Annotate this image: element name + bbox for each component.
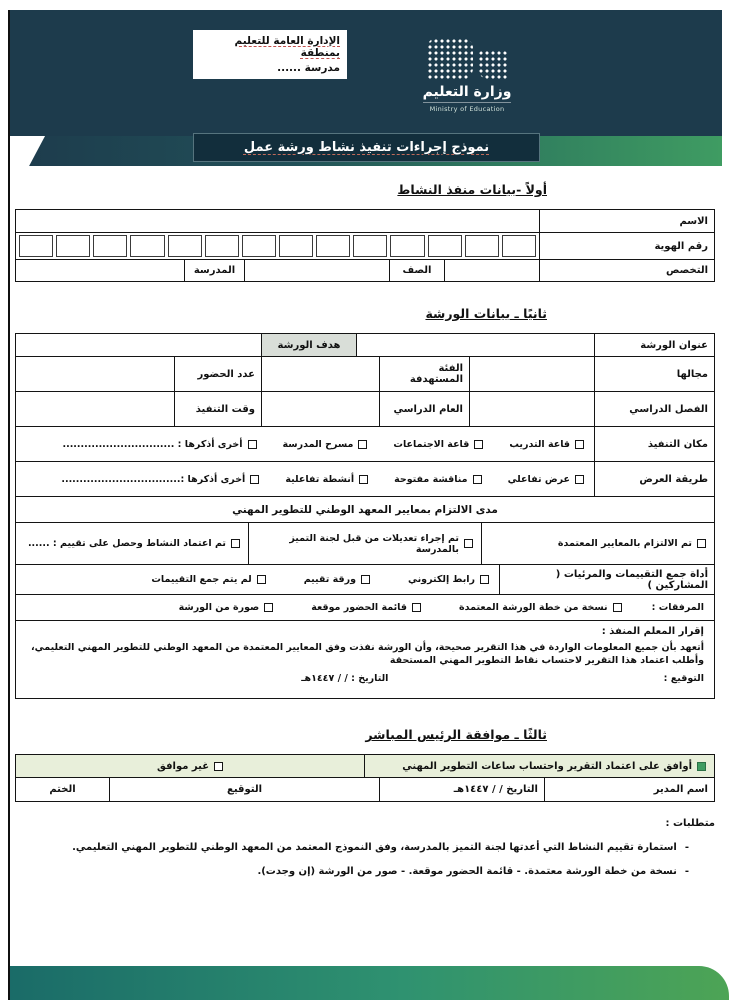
table-row [16, 755, 714, 777]
table-row [16, 259, 714, 281]
compliance-option-adjustments[interactable] [248, 523, 481, 564]
evaluation-options [16, 565, 499, 594]
checkbox-option-label: مسرح المدرسة [282, 438, 354, 450]
ministry-logo-dots-icon [406, 34, 528, 80]
manager-name-label: اسم المدير [544, 778, 714, 801]
attachments-label: المرفقات : [651, 602, 704, 613]
checkbox-icon[interactable] [358, 440, 367, 449]
declaration-text: أتعهد بأن جميع المعلومات الواردة في هذا التقرير صحيحة، وأن الورشة نفذت وفق المعايير المعتمدة من المعهد الوطني للتطوير المهني التعليمي، وأطلب اعتماد هذا التقرير لاحتساب نقاط التطوير المهني المستحقة [31, 641, 704, 667]
checkbox-icon[interactable] [250, 475, 259, 484]
table-row [16, 334, 714, 356]
declaration-cell [16, 621, 714, 698]
id-digit-box[interactable] [316, 235, 350, 257]
checkbox-icon[interactable] [359, 475, 368, 484]
requirements [15, 818, 715, 877]
checkbox-option-label: تم الالتزام بالمعايير المعتمدة [557, 538, 692, 549]
id-digit-box[interactable] [502, 235, 536, 257]
compliance-header: مدى الالتزام بمعايير المعهد الوطني للتطوير المهني [232, 503, 498, 516]
checkbox-option[interactable] [62, 439, 256, 450]
reject-checkbox-icon[interactable] [214, 762, 223, 771]
approval-table [15, 754, 715, 802]
signature-label: التوقيع : [663, 673, 704, 685]
time-label: وقت التنفيذ [174, 392, 261, 426]
footer-band [8, 966, 729, 1000]
ministry-logo-arabic-text: وزارة التعليم [422, 84, 512, 100]
checkbox-option[interactable] [304, 574, 370, 585]
checkbox-option-label: عرض تفاعلي [507, 473, 570, 485]
approval-signature-label: التوقيع [109, 778, 379, 801]
table-row [16, 232, 714, 259]
checkbox-icon[interactable] [575, 440, 584, 449]
id-digit-box[interactable] [56, 235, 90, 257]
declaration-title: إقرار المعلم المنفذ : [601, 626, 704, 637]
stamp-label: الختم [49, 784, 76, 795]
field-label: مجالها [594, 357, 714, 391]
checkbox-option[interactable] [509, 439, 584, 450]
section2-title: ثانيًا ـ بيانات الورشة [425, 306, 547, 321]
checkbox-option-label: غير موافق [156, 760, 210, 772]
checkbox-option[interactable] [61, 474, 259, 485]
checkbox-option-label: قاعة الاجتماعات [393, 438, 470, 450]
checkbox-option[interactable] [408, 574, 489, 585]
grade-label: الصف [389, 260, 444, 281]
checkbox-icon[interactable] [697, 539, 706, 548]
objective-input-cell[interactable] [16, 334, 261, 356]
checkbox-option-label: تم إجراء تعديلات من قبل لجنة التميز بالمدرسة [289, 532, 459, 555]
checkbox-option-label: أخرى أذكرها :................................. [61, 473, 246, 485]
logo-dot-cluster-small [478, 50, 508, 80]
target-group-input-cell[interactable] [261, 357, 379, 391]
checkbox-option[interactable] [394, 474, 481, 485]
semester-label: الفصل الدراسي [594, 392, 714, 426]
table-row [16, 461, 714, 496]
ministry-logo [406, 34, 528, 113]
checkbox-option-label: قاعة التدريب [509, 438, 570, 450]
checkbox-icon[interactable] [473, 475, 482, 484]
field-input-cell[interactable] [469, 357, 594, 391]
id-digit-box[interactable] [279, 235, 313, 257]
id-digit-box[interactable] [428, 235, 462, 257]
checkbox-option-label: أنشطة تفاعلية [285, 473, 355, 485]
checkbox-option-label: صورة من الورشة [178, 602, 260, 613]
school-input-cell[interactable] [16, 260, 184, 281]
band-white-slash [8, 136, 47, 166]
declaration-signature-line [26, 672, 704, 686]
date-label: التاريخ : / / ١٤٤٧هـ [301, 673, 389, 685]
table-row [16, 426, 714, 461]
specialization-input-cell[interactable] [444, 260, 539, 281]
checkbox-option-label: أخرى أذكرها : ............................... [62, 438, 243, 450]
checkbox-icon[interactable] [264, 603, 273, 612]
specialization-label: التخصص [539, 260, 714, 281]
requirement-item: - استمارة تقييم النشاط التي أعدتها لجنة التميز بالمدرسة، وفق النموذج المعتمد من المعهد الوطني للتطوير المهني التعليمي. [15, 842, 689, 853]
checkbox-option[interactable] [311, 602, 421, 613]
checkbox-option-label: مناقشة مفتوحة [394, 473, 468, 485]
form-content [15, 166, 715, 877]
id-digit-boxes [16, 233, 539, 259]
reject-option[interactable] [16, 755, 364, 777]
org-box [193, 30, 347, 79]
semester-input-cell[interactable] [469, 392, 594, 426]
checkbox-option-label: نسخة من خطة الورشة المعتمدة [458, 602, 608, 613]
table-row [16, 564, 714, 594]
checkbox-icon[interactable] [412, 603, 421, 612]
table-row [16, 496, 714, 522]
checkbox-icon[interactable] [474, 440, 483, 449]
requirement-item: - نسخة من خطة الورشة معتمدة. - قائمة الحضور موقعة. - صور من الورشة (إن وجدت). [15, 866, 689, 877]
id-digit-box[interactable] [168, 235, 202, 257]
workshop-title-input-cell[interactable] [356, 334, 594, 356]
page-left-border [8, 10, 10, 1000]
id-digit-box[interactable] [465, 235, 499, 257]
school-label: المدرسة [184, 260, 244, 281]
id-digit-box[interactable] [19, 235, 53, 257]
checkbox-option-label: تم اعتماد النشاط وحصل على تقييم : ...... [27, 538, 226, 549]
table-row [16, 620, 714, 698]
checkbox-icon[interactable] [575, 475, 584, 484]
approve-option[interactable] [364, 755, 714, 777]
section3-title: ثالثًا ـ موافقة الرئيس المباشر [365, 727, 547, 742]
checkbox-option[interactable] [151, 574, 265, 585]
checkbox-option[interactable] [285, 474, 368, 485]
academic-year-input-cell[interactable] [261, 392, 379, 426]
time-input-cell[interactable] [16, 392, 174, 426]
table-row [16, 391, 714, 426]
checkbox-icon[interactable] [248, 440, 257, 449]
requirements-title: متطلبات : [665, 818, 715, 829]
table-row [16, 356, 714, 391]
id-digit-box[interactable] [130, 235, 164, 257]
form-title: نموذج إجراءات تنفيذ نشاط ورشة عمل [243, 140, 490, 155]
name-input-cell[interactable] [16, 210, 539, 232]
workshop-title-label: عنوان الورشة [594, 334, 714, 356]
approval-date-label: التاريخ / / ١٤٤٧هـ [379, 778, 544, 801]
workshop-table [15, 333, 715, 699]
checkbox-option[interactable] [508, 474, 584, 485]
checkbox-icon[interactable] [257, 575, 266, 584]
name-label: الاسم [539, 210, 714, 232]
table-row [16, 594, 714, 620]
attendance-input-cell[interactable] [16, 357, 174, 391]
approve-checkbox-icon[interactable] [697, 762, 706, 771]
logo-dot-cluster-big [427, 38, 473, 80]
school-name: مدرسة ...... [277, 62, 340, 74]
compliance-option-rated[interactable] [16, 523, 248, 564]
table-row [16, 210, 714, 232]
checkbox-option-label: رابط إلكتروني [408, 574, 475, 585]
checkbox-icon[interactable] [464, 539, 473, 548]
section1-title: أولاً -بيانات منفذ النشاط [397, 182, 547, 197]
academic-year-label: العام الدراسي [379, 392, 469, 426]
checkbox-option[interactable] [393, 439, 483, 450]
place-options [16, 427, 594, 461]
header-banner [8, 10, 722, 136]
implementer-table [15, 209, 715, 282]
table-row [16, 777, 714, 801]
compliance-option-approved-standards[interactable] [481, 523, 714, 564]
form-title-box [193, 133, 540, 162]
checkbox-option[interactable] [459, 602, 622, 613]
checkbox-icon[interactable] [480, 575, 489, 584]
method-options [16, 462, 594, 496]
checkbox-option-label: أوافق على اعتماد التقرير واحتساب ساعات التطوير المهني [402, 760, 692, 772]
table-row [16, 522, 714, 564]
id-digit-box[interactable] [93, 235, 127, 257]
place-label: مكان التنفيذ [594, 427, 714, 461]
attachments-options [179, 602, 622, 613]
id-digit-box[interactable] [390, 235, 424, 257]
checkbox-option[interactable] [283, 439, 368, 450]
org-name: الإدارة العامة للتعليم بمنطقة [234, 35, 340, 59]
checkbox-icon[interactable] [231, 539, 240, 548]
checkbox-icon[interactable] [361, 575, 370, 584]
checkbox-icon[interactable] [613, 603, 622, 612]
attendance-label: عدد الحضور [174, 357, 261, 391]
method-label: طريقة العرض [594, 462, 714, 496]
attachments-row [16, 595, 714, 620]
checkbox-option-label: ورقة تقييم [303, 574, 356, 585]
checkbox-option-label: قائمة الحضور موقعة [311, 602, 407, 613]
target-group-label: الفئة المستهدفة [379, 357, 469, 391]
objective-label: هدف الورشة [261, 334, 356, 356]
grade-input-cell[interactable] [244, 260, 389, 281]
id-digit-box[interactable] [205, 235, 239, 257]
id-digit-box[interactable] [242, 235, 276, 257]
id-number-label: رقم الهوية [539, 233, 714, 259]
checkbox-option[interactable] [179, 602, 274, 613]
id-digit-box[interactable] [353, 235, 387, 257]
evaluation-tool-label: أداة جمع التقييمات والمرئيات ( المشاركين ) [499, 565, 714, 594]
ministry-logo-english-text: Ministry of Education [423, 102, 511, 113]
checkbox-option-label: لم يتم جمع التقييمات [151, 574, 252, 585]
